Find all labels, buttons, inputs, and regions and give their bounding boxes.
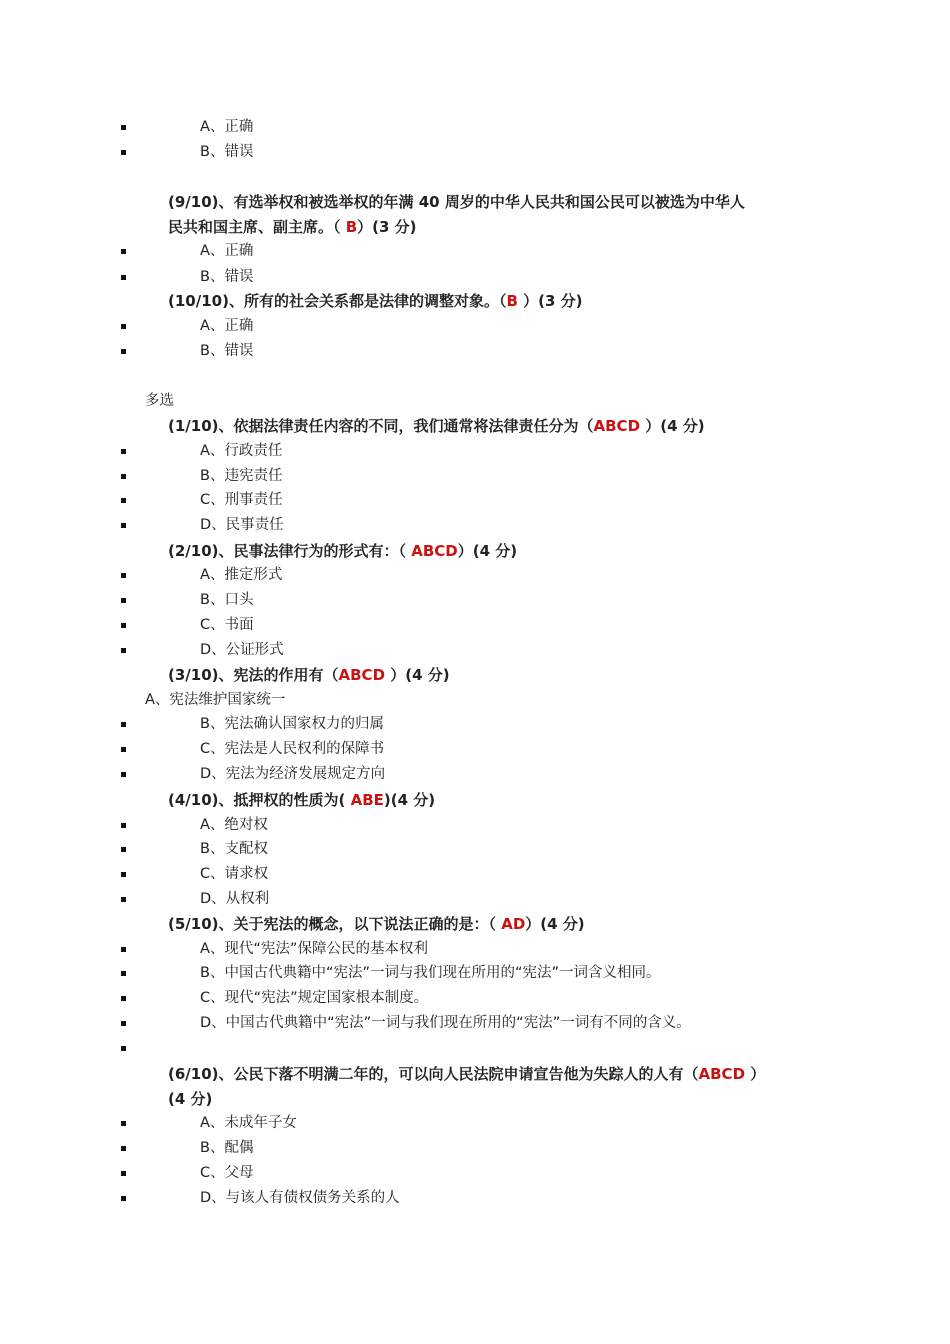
list-bullet — [121, 1196, 126, 1201]
option-a: A、推定形式 — [200, 567, 283, 583]
list-bullet — [121, 474, 126, 479]
list-bullet — [121, 150, 126, 155]
option-b: B、违宪责任 — [200, 468, 283, 484]
question-9-line1: (9/10)、有选举权和被选举权的年满 40 周岁的中华人民共和国公民可以被选为中华人 — [168, 193, 745, 211]
list-bullet — [121, 971, 126, 976]
list-bullet — [121, 872, 126, 877]
option-c: C、刑事责任 — [200, 492, 283, 508]
question-10: (10/10)、所有的社会关系都是法律的调整对象。（B ）(3 分) — [168, 292, 583, 310]
option-b: B、错误 — [200, 144, 254, 160]
option-b: B、中国古代典籍中“宪法”一词与我们现在所用的“宪法”一词含义相同。 — [200, 965, 661, 981]
option-d: D、从权利 — [200, 891, 270, 907]
list-bullet — [121, 996, 126, 1001]
answer: ABCD — [698, 1065, 746, 1083]
option-a: A、宪法维护国家统一 — [145, 692, 286, 708]
option-c: C、现代“宪法”规定国家根本制度。 — [200, 990, 429, 1006]
list-bullet — [121, 275, 126, 280]
list-bullet — [121, 847, 126, 852]
option-c: C、书面 — [200, 617, 254, 633]
option-a: A、未成年子女 — [200, 1115, 297, 1131]
list-bullet — [121, 1146, 126, 1151]
multi-question-5: (5/10)、关于宪法的概念，以下说法正确的是：（ AD）(4 分) — [168, 915, 585, 933]
question-9-line2: 民共和国主席、副主席。（ B）(3 分) — [168, 218, 417, 236]
option-b: B、错误 — [200, 343, 254, 359]
list-bullet — [121, 1171, 126, 1176]
multi-question-6-line1: (6/10)、公民下落不明满二年的，可以向人民法院申请宣告他为失踪人的人有（ABCD ） — [168, 1065, 766, 1083]
answer: AD — [501, 915, 526, 933]
option-a: A、现代“宪法”保障公民的基本权利 — [200, 941, 428, 957]
multi-question-6-line2: (4 分) — [168, 1090, 213, 1108]
list-bullet — [121, 648, 126, 653]
multi-question-4: (4/10)、抵押权的性质为( ABE)(4 分) — [168, 791, 436, 809]
list-bullet — [121, 947, 126, 952]
answer: ABE — [350, 791, 384, 809]
option-b: B、配偶 — [200, 1140, 254, 1156]
option-d: D、宪法为经济发展规定方向 — [200, 766, 386, 782]
option-d: D、民事责任 — [200, 517, 284, 533]
list-bullet — [121, 1046, 126, 1051]
list-bullet — [121, 823, 126, 828]
list-bullet — [121, 623, 126, 628]
list-bullet — [121, 897, 126, 902]
section-heading-multi: 多选 — [145, 393, 174, 409]
list-bullet — [121, 349, 126, 354]
list-bullet — [121, 1121, 126, 1126]
option-a: A、正确 — [200, 243, 254, 259]
option-a: A、正确 — [200, 119, 254, 135]
option-b: B、错误 — [200, 269, 254, 285]
list-bullet — [121, 523, 126, 528]
list-bullet — [121, 449, 126, 454]
option-a: A、行政责任 — [200, 443, 283, 459]
list-bullet — [121, 125, 126, 130]
answer: ABCD — [593, 417, 641, 435]
list-bullet — [121, 1021, 126, 1026]
multi-question-3: (3/10)、宪法的作用有（ABCD ）(4 分) — [168, 666, 450, 684]
option-c: C、宪法是人民权利的保障书 — [200, 741, 385, 757]
option-c: C、请求权 — [200, 866, 269, 882]
option-d: D、公证形式 — [200, 642, 284, 658]
list-bullet — [121, 573, 126, 578]
option-b: B、宪法确认国家权力的归属 — [200, 716, 384, 732]
option-c: C、父母 — [200, 1165, 254, 1181]
option-d: D、中国古代典籍中“宪法”一词与我们现在所用的“宪法”一词有不同的含义。 — [200, 1015, 691, 1031]
option-b: B、支配权 — [200, 841, 268, 857]
list-bullet — [121, 249, 126, 254]
answer: B — [506, 292, 518, 310]
option-b: B、口头 — [200, 592, 254, 608]
option-a: A、绝对权 — [200, 817, 268, 833]
list-bullet — [121, 324, 126, 329]
option-a: A、正确 — [200, 318, 254, 334]
list-bullet — [121, 598, 126, 603]
list-bullet — [121, 498, 126, 503]
answer: ABCD — [338, 666, 386, 684]
answer: ABCD — [411, 542, 458, 560]
list-bullet — [121, 747, 126, 752]
multi-question-2: (2/10)、民事法律行为的形式有：（ ABCD）(4 分) — [168, 542, 518, 560]
answer: B — [345, 218, 358, 236]
option-d: D、与该人有债权债务关系的人 — [200, 1190, 400, 1206]
list-bullet — [121, 772, 126, 777]
list-bullet — [121, 722, 126, 727]
multi-question-1: (1/10)、依据法律责任内容的不同，我们通常将法律责任分为（ABCD ）(4 分) — [168, 417, 705, 435]
